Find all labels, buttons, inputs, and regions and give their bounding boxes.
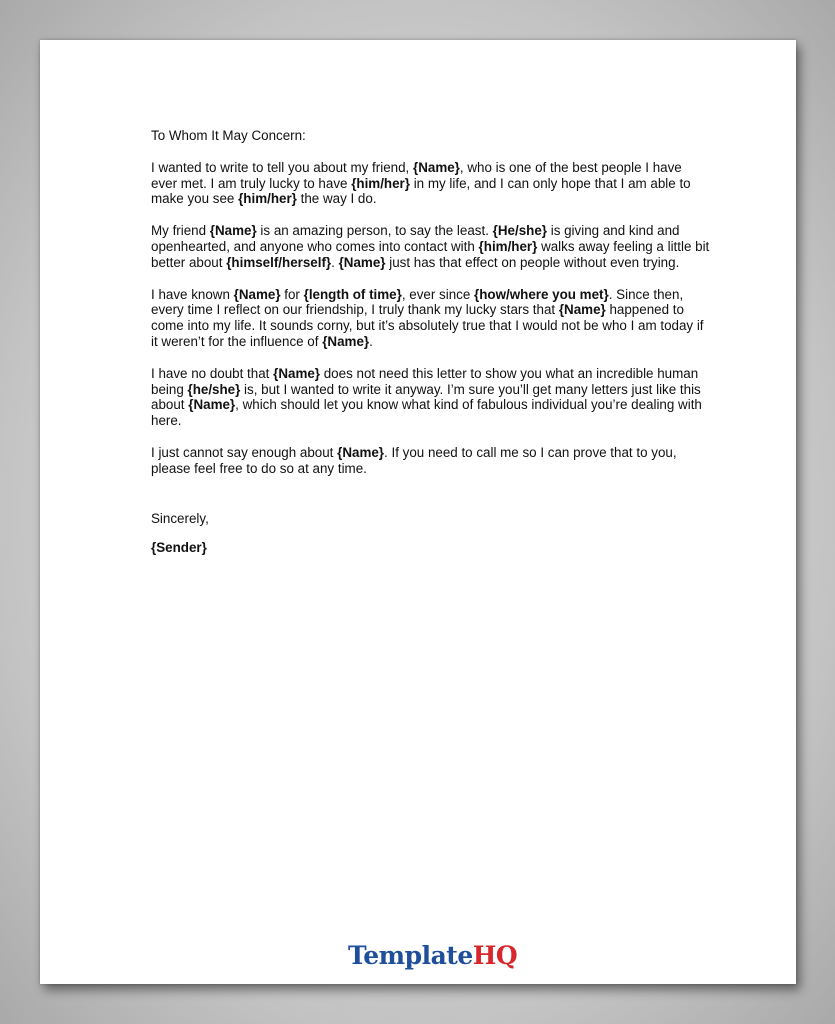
text-run: the way I do. bbox=[296, 191, 377, 207]
placeholder-pronoun: {him/her} bbox=[351, 175, 410, 191]
paragraph-1 bbox=[151, 160, 711, 207]
placeholder-sender: {Sender} bbox=[151, 540, 207, 556]
templatehq-logo bbox=[348, 939, 517, 973]
text-run: I have no doubt that bbox=[151, 365, 274, 381]
placeholder-name: {Name} bbox=[322, 333, 370, 349]
placeholder-name: {Name} bbox=[188, 397, 236, 413]
text-run: for bbox=[280, 286, 304, 302]
paragraph-2 bbox=[151, 223, 711, 270]
placeholder-pronoun: {he/she} bbox=[187, 381, 241, 397]
placeholder-name: {Name} bbox=[209, 223, 257, 239]
placeholder-length-of-time: {length of time} bbox=[303, 286, 402, 302]
text-run: , who is one of the best people I have ever met. I am truly lucky to have bbox=[151, 159, 682, 191]
text-run: , which should let you know what kind of fabulous individual you’re dealing with here. bbox=[151, 397, 702, 429]
logo-template-text: Template bbox=[348, 941, 473, 970]
placeholder-name: {Name} bbox=[233, 286, 281, 302]
text-run: is, but I wanted to write it anyway. I’m sure you’ll get many letters just like this about bbox=[151, 381, 701, 413]
text-run: I wanted to write to tell you about my friend, bbox=[151, 159, 413, 175]
text-run: My friend bbox=[151, 223, 210, 239]
placeholder-name: {Name} bbox=[338, 254, 386, 270]
text-run: . bbox=[331, 254, 339, 270]
paragraph-3 bbox=[151, 287, 711, 350]
text-run: is giving and kind and openhearted, and anyone who comes into contact with bbox=[151, 223, 680, 254]
text-run: I have known bbox=[151, 286, 234, 302]
logo-hq-text: HQ bbox=[472, 941, 518, 970]
closing: Sincerely, bbox=[151, 510, 209, 526]
text-run: happened to come into my life. It sounds corny, but it’s absolutely true that I would not be who I am today if it weren’t for the influence of bbox=[151, 302, 704, 349]
text-run: is an amazing person, to say the least. bbox=[256, 223, 493, 239]
text-run: . If you need to call me so I can prove that to you, please feel free to do so at any time. bbox=[151, 444, 677, 476]
paragraph-4 bbox=[151, 366, 711, 429]
paragraph-5 bbox=[151, 445, 711, 477]
placeholder-pronoun: {him/her} bbox=[238, 191, 297, 207]
placeholder-name: {Name} bbox=[558, 302, 606, 318]
placeholder-name: {Name} bbox=[413, 159, 460, 175]
placeholder-name: {Name} bbox=[273, 365, 321, 381]
text-run: . Since then, every time I reflect on our friendship, I truly thank my lucky stars that bbox=[151, 286, 684, 318]
letter-body bbox=[151, 128, 711, 572]
text-run: . bbox=[369, 333, 373, 349]
placeholder-how-met: {how/where you met} bbox=[474, 286, 609, 302]
placeholder-pronoun: {himself/herself} bbox=[226, 254, 332, 270]
document-page bbox=[40, 40, 796, 984]
sender-signature bbox=[151, 540, 711, 556]
text-run: just has that effect on people without even trying. bbox=[385, 254, 680, 270]
text-run: does not need this letter to show you what an incredible human being bbox=[151, 365, 699, 397]
text-run: I just cannot say enough about bbox=[151, 444, 338, 460]
text-run: in my life, and I can only hope that I am able to make you see bbox=[151, 175, 691, 207]
placeholder-pronoun: {him/her} bbox=[478, 238, 538, 254]
text-run: , ever since bbox=[401, 286, 475, 302]
salutation: To Whom It May Concern: bbox=[151, 128, 306, 143]
placeholder-name: {Name} bbox=[337, 444, 385, 460]
text-run: walks away feeling a little bit better about bbox=[151, 238, 710, 270]
placeholder-pronoun: {He/she} bbox=[492, 223, 547, 239]
